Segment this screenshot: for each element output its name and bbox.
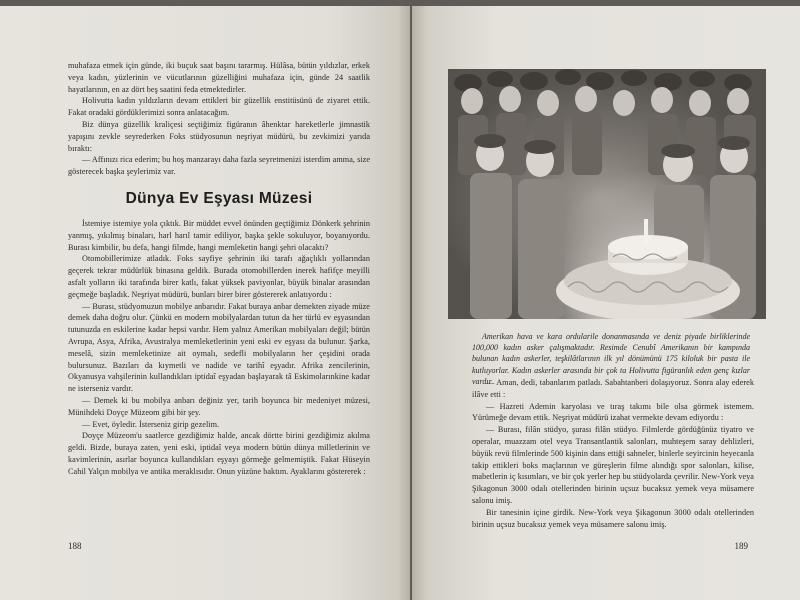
- paragraph: Holivutta kadın yıldızların devam ettikleri bir güzellik enstitüsünü de ziyaret ettik. Fakat oradaki gördüklerimizi sonra anlatacağım.: [68, 96, 370, 118]
- paragraph: — Evet, öyledir. İsterseniz girip gezelim.: [82, 419, 220, 429]
- section-heading: Dünya Ev Eşyası Müzesi: [125, 189, 313, 207]
- page-number: 188: [68, 541, 82, 551]
- paragraph: — Aman, dedi, tabanlarım patladı. Sabahtanberi dolaşıyoruz. Sonra alay ederek ilâve etti :: [472, 378, 754, 399]
- paragraph: — Burası, filân stüdyo, şurası filân stüdyo. Filmlerde gördüğünüz tiyatro ve operalar, muazzam otel veya Transantlantik salonları, muhteşem saray dehlizleri, büyük revü filmlerinde 500 kişinin dans ettiği sahneler, binlerle seyircinin heyecanla takip ettikleri boks maçlarının ve güreşlerin filme alındığı spor salonları, kilise, mabetlerin iç kısımları, ve bir çok yerler hep bu stüdyolarda çevrilir. New-York veya Şikagonun 3000 odalı otellerinden birinin uçsuz bucaksız yemek veya müsamere salonu imiş.: [472, 425, 754, 505]
- photo-women-soldiers-cake: [448, 69, 766, 319]
- page-number: 189: [734, 541, 748, 551]
- paragraph: Otomobillerimize atladık. Foks sayfiye şehrinin iki tarafı ağaçlıklı yollarından geçerek tekrar müdürlük binasına geldik. Burada otomobillerden inerek hafifçe meyilli asfalt yolların iki tarafında birer katlı, fakat yüksek paviyonlar, büyük binalar arasından geçmeğe başladık. Neşriyat müdürü, bunları birer birer göstererek anlatıyordu :: [68, 254, 370, 299]
- right-body-text: [472, 377, 754, 530]
- paragraph: — Affınızı rica ederim; bu hoş manzarayı daha fazla seyretmenizi isterdim amma, size gösterecek başka şeylerimiz var.: [68, 155, 370, 177]
- right-page: [412, 6, 800, 600]
- paragraph: İstemiye istemiye yola çıktık. Bir müddet evvel önünden geçtiğimiz Dönkerk şehrinin yanmış, yıkılmış binaları, harl harıl tamir ediliyor, başka şekle sokuluyor, boyanıyordu. Burası kimbilir, bu defa, hangi filmde, hangi memleketin hangi şehri olacaktı?: [68, 218, 370, 252]
- paragraph: Bir tanesinin içine girdik. New-York veya Şikagonun 3000 odalı otellerinden birinin uçsuz bucaksız yemek veya müsamere salonu imiş.: [472, 507, 754, 529]
- photo-caption: Amerikan hava ve kara ordularile donanmasında ve deniz piyade birliklerinde 100,000 kadın asker çalışmaktadır. Resimde Cenubî Amerikanın bir kampında bulunan kadın askerler, teşkilâtlarının ilk yıl dönümünü 175 kiloluk bir pasta ile kutluyorlar. Kadın askerler arasında bir çok ta Holivutta figüranlık eden genç kızlar vardır: [472, 332, 750, 386]
- left-page: [0, 6, 410, 600]
- paragraph: Biz dünya güzellik kraliçesi seçtiğimiz figüranın âhenktar hareketlerle jimnastik yapışını zevkle seyrederken Foks stüdyosunun neşriyat müdürü, bu zevkimizi yarıda bıraktı:: [68, 119, 370, 153]
- paragraph: — Hazreti Ademin karyolası ve tıraş takımı bile olsa görmek istemem. Yürümeğe devam ettik. Neşriyat müdürü izahat vermekte devam ediyordu :: [472, 401, 754, 423]
- paragraph: Doyçe Müzeom'u saatlerce gezdiğimiz halde, ancak dörtte birini gezdiğimiz akılma geldi. Bizde, buraya zaten, yeni eski, iptidaî veya modern bütün dünya milletlerinin ve kavimlerinin, asırlar boyunca kullandıkları eşyayı görmeğe gelmemiştik. Fakat Hüseyin Cahil Yalçın mobilya ve antika meraklısıdır. Onun yüzüne baktım. Ayaklarını göstererek :: [68, 431, 370, 476]
- paragraph: — Burası, stüdyomuzun mobilye anbarıdır. Fakat buraya anbar demekten ziyade müze demek daha doğru olur. Çünkü en modern mobilyalardan tutun da her türlü ev eşyasından tutunuzda en eskilerine kadar hepsi vardır. Hem yalnız Amerikan mobilyaları değil; bütün Avrupa, Asya, Afrika, Avustralya memleketlerinin yeni eski ev eşyası da bulunur. Şarka, meselâ, sizin memleketinize ait oymalı, sedefli mobilyaların her çeşidini orada bulursunuz. Bazıları da kıymetli ve nadide ve tarihî eşyadır. Afrika zencilerinin, Okyanusya vahşilerinin kullandıkları iptidaî eşyadan başlayarak tâ Eskimolarınkine kadar ne isterseniz vardır.: [68, 301, 370, 394]
- paragraph: muhafaza etmek için günde, iki buçuk saat başını tararmış. Hülâsa, bütün yıldızlar, erkek veya kadın, yüzlerinin ve vücutlarının güzelliğini muhafaza için, günde 24 saatlik hayatlarının, en az dört beş saatini feda etmektedirler.: [68, 61, 370, 94]
- photo-illustration: [448, 69, 766, 319]
- paragraph: — Demek ki bu mobilya anbarı değiniz yer, tarih boyunca bir medeniyet müzesi, Münihdeki Doyçe Müzeom gibi bir şey.: [68, 395, 370, 417]
